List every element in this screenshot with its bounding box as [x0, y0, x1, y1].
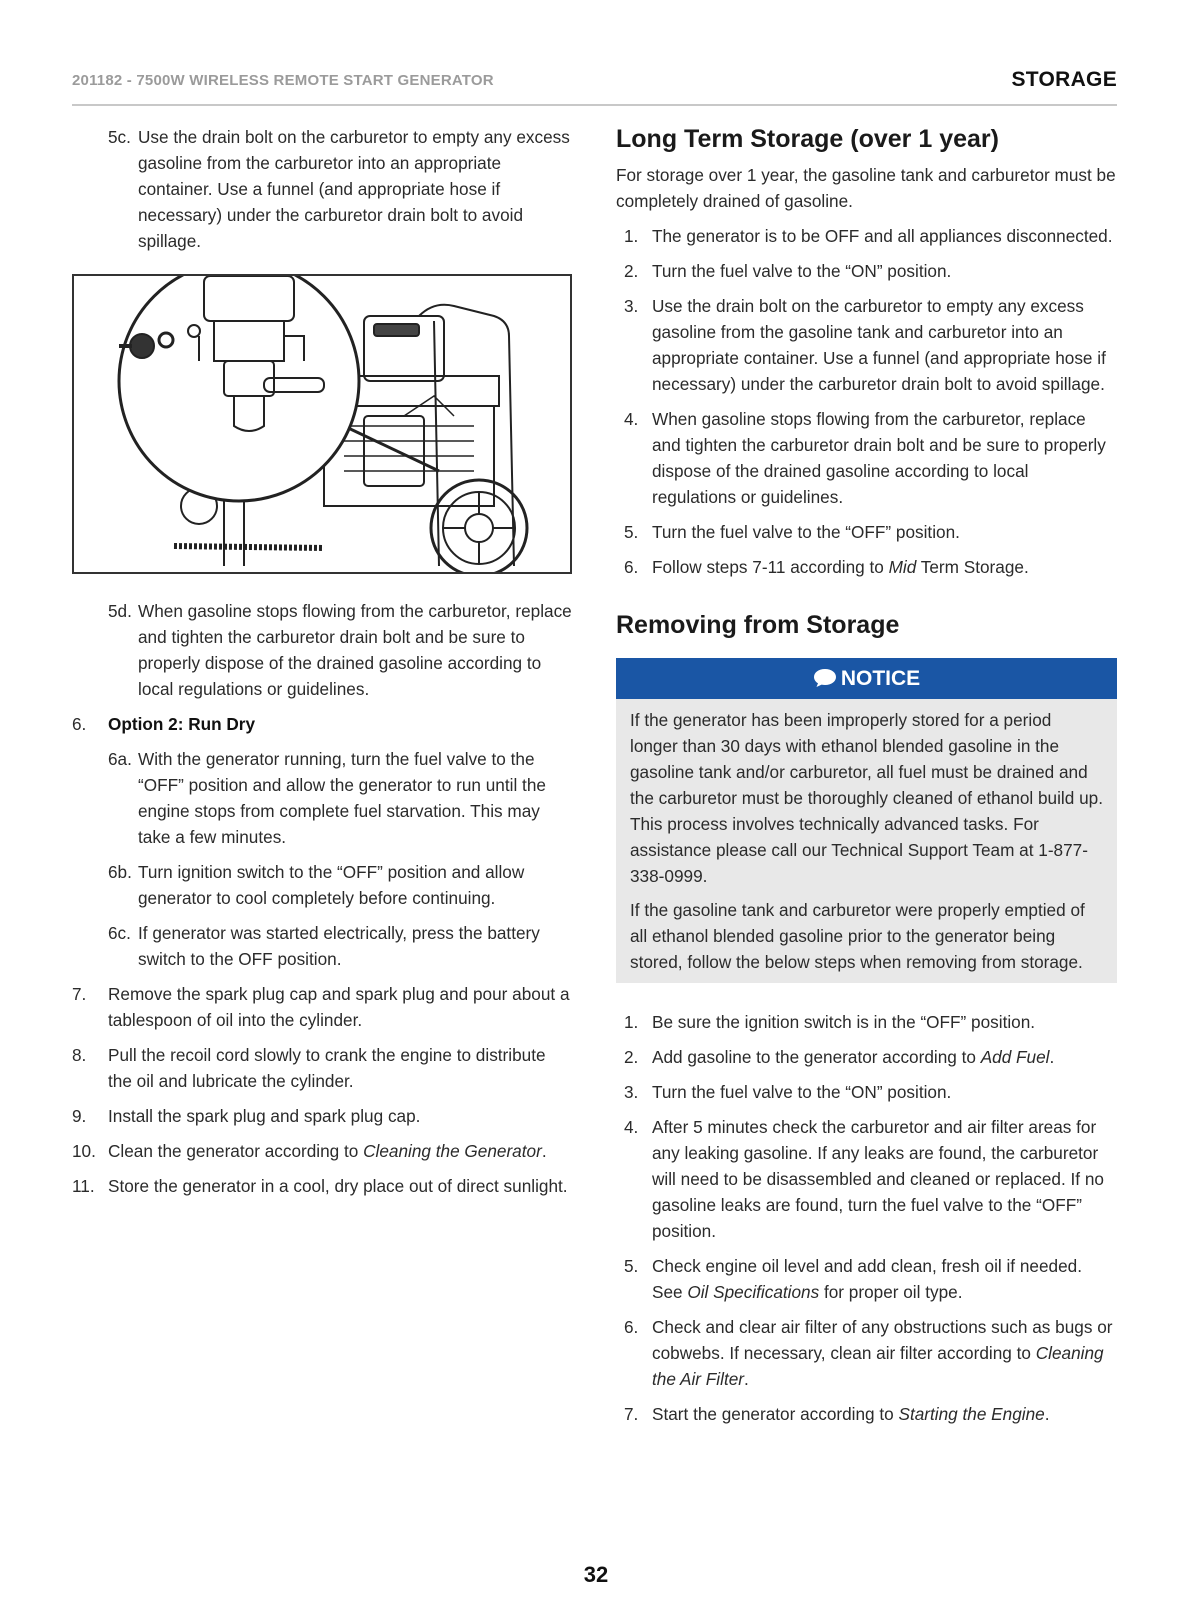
cross-reference: Oil Specifications	[687, 1282, 820, 1302]
removing-from-storage-heading: Removing from Storage	[616, 611, 900, 639]
step-text: Store the generator in a cool, dry place out of direct sunlight.	[108, 1176, 568, 1196]
step-6a: 6a. With the generator running, turn the fuel valve to the “OFF” position and allow the generator to run until the engine stops from complete fuel starvation. This may take a few minutes.	[108, 749, 546, 847]
step-6b: 6b. Turn ignition switch to the “OFF” position and allow generator to cool completely before continuing.	[108, 862, 525, 908]
option-heading: Option 2: Run Dry	[108, 714, 256, 734]
long-term-step-4: 4. When gasoline stops flowing from the carburetor, replace and tighten the carburetor drain bolt and be sure to properly dispose of the drained gasoline according to local regulations or guidelines.	[624, 409, 1106, 507]
left-column	[72, 124, 574, 1208]
speech-bubble-icon	[813, 668, 837, 688]
cross-reference: Starting the Engine	[898, 1404, 1045, 1424]
cross-reference: Cleaning the Generator	[363, 1141, 542, 1161]
carburetor-drain-illustration	[72, 274, 572, 574]
step-6c: 6c. If generator was started electrically, press the battery switch to the OFF position.	[108, 923, 540, 969]
generator-illustration	[74, 276, 570, 572]
removing-step-2: 2. Add gasoline to the generator according to Add Fuel.	[624, 1047, 1055, 1067]
step-5c: 5c. Use the drain bolt on the carburetor to empty any excess gasoline from the carburetor into an appropriate container. Use a funnel (and appropriate hose if necessary) under the carburetor drain bolt to avoid spillage.	[108, 127, 570, 251]
step-text: When gasoline stops flowing from the carburetor, replace and tighten the carburetor drain bolt and be sure to properly dispose of the drained gasoline according to local regulations or guidelines.	[138, 601, 572, 699]
step-text: Install the spark plug and spark plug cap.	[108, 1106, 421, 1126]
long-term-step-2: 2. Turn the fuel valve to the “ON” position.	[624, 261, 952, 281]
step-6: 6. Option 2: Run Dry	[72, 714, 256, 734]
step-8: 8. Pull the recoil cord slowly to crank the engine to distribute the oil and lubricate the cylinder.	[72, 1045, 546, 1091]
notice-box	[616, 658, 1117, 983]
step-text: If generator was started electrically, press the battery switch to the OFF position.	[138, 923, 540, 969]
removing-step-4: 4. After 5 minutes check the carburetor and air filter areas for any leaking gasoline. If any leaks are found, the carburetor will need to be disassembled and cleaned or replaced. If no gasoline leaks are found, turn the fuel valve to the “OFF” position.	[624, 1117, 1104, 1241]
removing-step-7: 7. Start the generator according to Starting the Engine.	[624, 1404, 1050, 1424]
notice-label: NOTICE	[840, 667, 921, 690]
long-term-step-1: 1. The generator is to be OFF and all appliances disconnected.	[624, 226, 1113, 246]
cross-reference: Mid	[888, 557, 917, 577]
long-term-step-5: 5. Turn the fuel valve to the “OFF” position.	[624, 522, 960, 542]
notice-paragraph: If the generator has been improperly stored for a period longer than 30 days with ethanol blended gasoline in the gasoline tank and/or carburetor, all fuel must be drained and the carburetor must be thoroughly cleaned of ethanol build up. This process involves technically advanced tasks. For assistance please call our Technical Support Team at 1-877-338-0999.	[630, 710, 1103, 886]
step-text: Turn ignition switch to the “OFF” position and allow generator to cool completely before continuing.	[138, 862, 525, 908]
step-text: With the generator running, turn the fuel valve to the “OFF” position and allow the generator to run until the engine stops from complete fuel starvation. This may take a few minutes.	[138, 749, 546, 847]
removing-step-1: 1. Be sure the ignition switch is in the “OFF” position.	[624, 1012, 1036, 1032]
long-term-step-3: 3. Use the drain bolt on the carburetor to empty any excess gasoline from the gasoline tank and carburetor into an appropriate container. Use a funnel (and appropriate hose if necessary) under the carburetor drain bolt to avoid spillage.	[624, 296, 1106, 394]
long-term-step-6: 6. Follow steps 7-11 according to Mid Term Storage.	[624, 557, 1029, 577]
long-term-storage-heading: Long Term Storage (over 1 year)	[616, 125, 999, 153]
section-title: STORAGE	[1011, 68, 1117, 91]
removing-step-5: 5. Check engine oil level and add clean, fresh oil if needed. See Oil Specifications for proper oil type.	[624, 1256, 1082, 1302]
document-title: 201182 - 7500W WIRELESS REMOTE START GENERATOR	[72, 72, 494, 89]
removing-step-3: 3. Turn the fuel valve to the “ON” position.	[624, 1082, 952, 1102]
page-header	[72, 68, 1117, 106]
step-10: 10. Clean the generator according to Cleaning the Generator.	[72, 1141, 547, 1161]
step-7: 7. Remove the spark plug cap and spark plug and pour about a tablespoon of oil into the cylinder.	[72, 984, 570, 1030]
notice-banner	[616, 658, 1117, 699]
step-text: Use the drain bolt on the carburetor to empty any excess gasoline from the carburetor into an appropriate container. Use a funnel (and appropriate hose if necessary) under the carburetor drain bolt to avoid spillage.	[138, 127, 570, 251]
notice-body	[616, 699, 1117, 983]
step-text: Remove the spark plug cap and spark plug and pour about a tablespoon of oil into the cylinder.	[108, 984, 570, 1030]
cross-reference: Add Fuel	[980, 1047, 1050, 1067]
long-term-intro: For storage over 1 year, the gasoline tank and carburetor must be completely drained of gasoline.	[616, 165, 1116, 211]
step-5d: 5d. When gasoline stops flowing from the carburetor, replace and tighten the carburetor drain bolt and be sure to properly dispose of the drained gasoline according to local regulations or guidelines.	[108, 601, 572, 699]
page-number: 32	[583, 1562, 609, 1587]
removing-step-6: 6. Check and clear air filter of any obstructions such as bugs or cobwebs. If necessary, clean air filter according to Cleaning the Air Filter.	[624, 1317, 1113, 1389]
notice-paragraph: If the gasoline tank and carburetor were properly emptied of all ethanol blended gasoline prior to the generator being stored, follow the below steps when removing from storage.	[630, 900, 1085, 972]
step-text: Pull the recoil cord slowly to crank the engine to distribute the oil and lubricate the cylinder.	[108, 1045, 546, 1091]
cross-reference: Cleaning the Air Filter	[652, 1343, 1104, 1389]
step-11: 11. Store the generator in a cool, dry place out of direct sunlight.	[72, 1176, 568, 1196]
right-column	[616, 124, 1117, 1436]
step-9: 9. Install the spark plug and spark plug cap.	[72, 1106, 421, 1126]
